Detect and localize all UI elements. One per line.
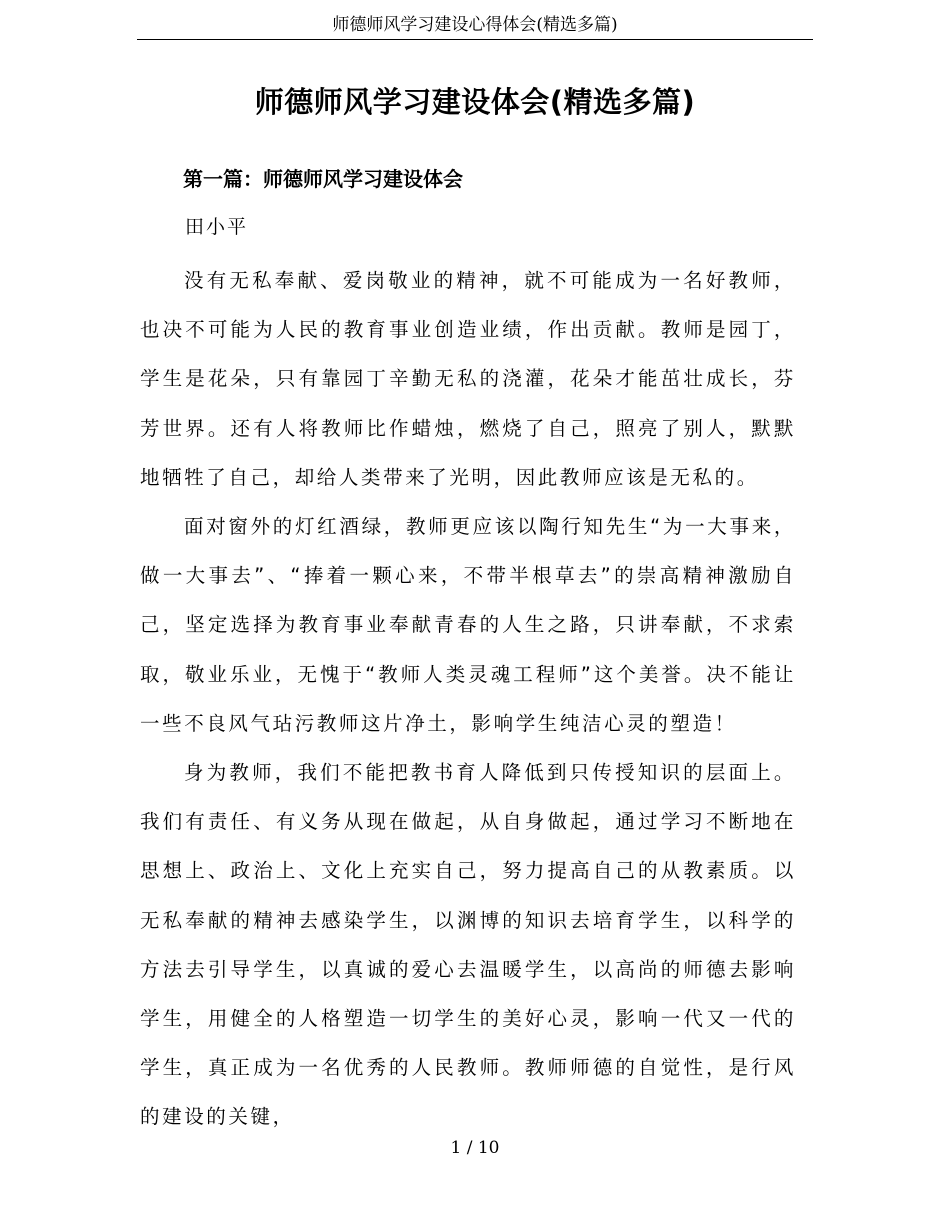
paragraph: 没有无私奉献、爱岗敬业的精神，就不可能成为一名好教师，也决不可能为人民的教育事业创造业绩，作出贡献。教师是园丁，学生是花朵，只有靠园丁辛勤无私的浇灌，花朵才能茁壮成长，芬芳世界。还有人将教师比作蜡烛，燃烧了自己，照亮了别人，默默地牺牲了自己，却给人类带来了光明，因此教师应该是无私的。 — [140, 269, 796, 489]
page-number: 1 / 10 — [450, 1138, 500, 1158]
paragraph: 身为教师，我们不能把教书育人降低到只传授知识的层面上。我们有责任、有义务从现在做起，从自身做起，通过学习不断地在思想上、政治上、文化上充实自己，努力提高自己的从教素质。以无私奉献的精神去感染学生，以渊博的知识去培育学生，以科学的方法去引导学生，以真诚的爱心去温暖学生，以高尚的师德去影响学生，用健全的人格塑造一切学生的美好心灵，影响一代又一代的学生，真正成为一名优秀的人民教师。教师师德的自觉性，是行风的建设的关键， — [140, 761, 796, 1129]
header-divider — [137, 39, 813, 40]
body-text — [140, 256, 796, 1142]
paragraph: 面对窗外的灯红酒绿，教师更应该以陶行知先生“为一大事来，做一大事去”、“捧着一颗心来，不带半根草去”的崇高精神激励自己，坚定选择为教育事业奉献青春的人生之路，只讲奉献，不求索取，敬业乐业，无愧于“教师人类灵魂工程师”这个美誉。决不能让一些不良风气玷污教师这片净土，影响学生纯洁心灵的塑造！ — [140, 515, 796, 735]
section-heading: 第一篇：师德师风学习建设体会 — [183, 167, 463, 191]
document-title: 师德师风学习建设体会(精选多篇) — [254, 85, 696, 119]
author-name: 田小平 — [185, 216, 249, 238]
running-header: 师德师风学习建设心得体会(精选多篇) — [332, 15, 618, 35]
